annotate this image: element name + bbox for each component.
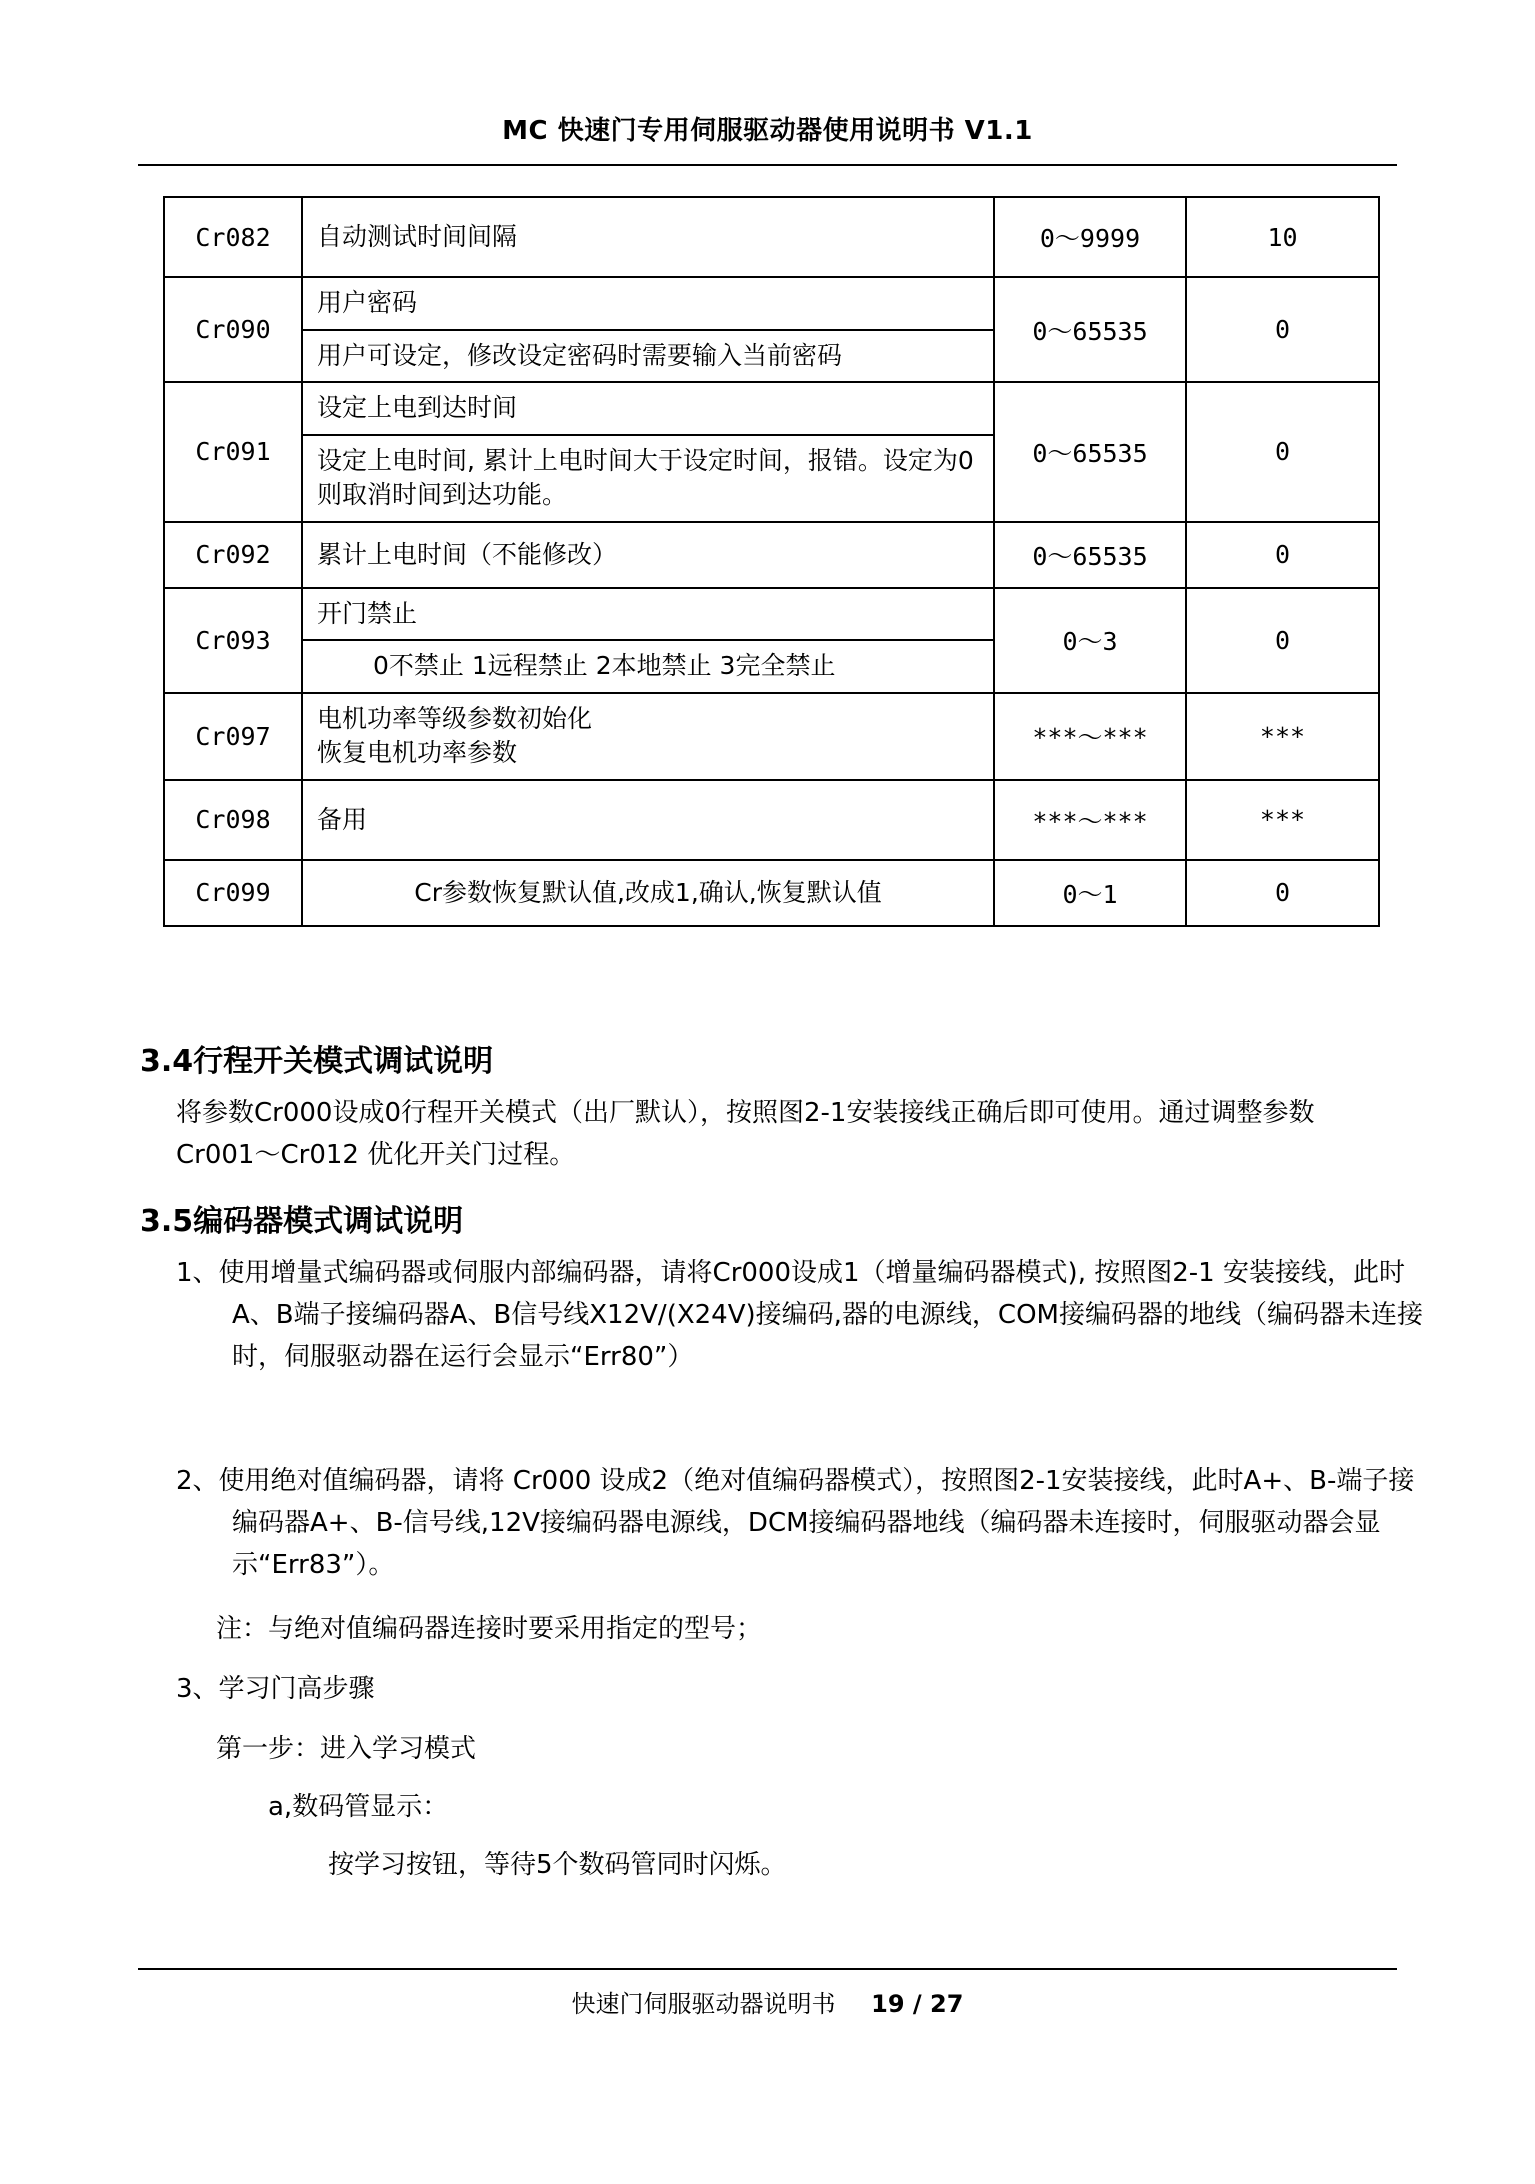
param-code: Cr099 xyxy=(164,860,302,926)
param-desc-line: 自动测试时间间隔 xyxy=(317,222,518,252)
page-header-title: MC 快速门专用伺服驱动器使用说明书 V1.1 xyxy=(502,116,1033,146)
table-row xyxy=(164,522,1379,588)
footer-label: 快速门伺服驱动器说明书 xyxy=(571,1990,836,2018)
section-3-4-paragraph: 将参数Cr000设成0行程开关模式（出厂默认），按照图2-1安装接线正确后即可使用。通过调整参数Cr001～Cr012 优化开关门过程。 xyxy=(176,1098,1315,1171)
param-range: 0～65535 xyxy=(994,522,1186,588)
param-range: 0～65535 xyxy=(994,382,1186,522)
section-3-5-note: 注：与绝对值编码器连接时要采用指定的型号； xyxy=(216,1614,763,1644)
param-desc-line: 累计上电时间（不能修改） xyxy=(317,539,618,569)
param-description xyxy=(302,382,994,522)
param-range: ***～*** xyxy=(994,780,1186,860)
table-row xyxy=(164,860,1379,926)
param-default: 0 xyxy=(1186,588,1379,693)
table-row xyxy=(164,693,1379,780)
section-3-5-item-2: 2、使用绝对值编码器，请将 Cr000 设成2（绝对值编码器模式），按照图2-1安装接线，此时A+、B-端子接编码器A+、B-信号线,12V接编码器电源线，DCM接编码器地线（编码器未连接时，伺服驱动器会显示“Err83”）。 xyxy=(176,1466,1415,1581)
param-default: *** xyxy=(1186,693,1379,780)
param-range: 0～1 xyxy=(994,860,1186,926)
param-default: 10 xyxy=(1186,197,1379,277)
param-code: Cr093 xyxy=(164,588,302,693)
table-row xyxy=(164,780,1379,860)
param-desc-line: 电机功率等级参数初始化 xyxy=(317,703,593,733)
param-range: ***～*** xyxy=(994,693,1186,780)
parameter-table-wrapper xyxy=(163,196,1370,927)
param-desc-line: 0不禁止 1远程禁止 2本地禁止 3完全禁止 xyxy=(373,651,836,680)
param-description xyxy=(302,277,994,382)
param-range: 0～3 xyxy=(994,588,1186,693)
param-default: 0 xyxy=(1186,277,1379,382)
param-description xyxy=(302,780,994,860)
param-desc-line: Cr参数恢复默认值,改成1,确认,恢复默认值 xyxy=(414,877,882,907)
section-3-5-item-1: 1、使用增量式编码器或伺服内部编码器，请将Cr000设成1（增量编码器模式), 按照图2-1 安装接线，此时A、B端子接编码器A、B信号线X12V/(X24V)接编码,器的电源线，COM接编码器的地线（编码器未连接时，伺服驱动器在运行会显示“Err80”） xyxy=(176,1258,1423,1373)
param-desc-line: 备用 xyxy=(317,804,368,834)
table-row xyxy=(164,382,1379,522)
param-code: Cr082 xyxy=(164,197,302,277)
param-desc-line: 开门禁止 xyxy=(303,589,993,642)
param-default: 0 xyxy=(1186,860,1379,926)
param-code: Cr090 xyxy=(164,277,302,382)
param-desc-line: 用户密码 xyxy=(303,278,993,331)
param-description xyxy=(302,588,994,693)
footer-divider xyxy=(138,1968,1397,1970)
param-desc-line: 设定上电到达时间 xyxy=(303,383,993,436)
page-footer xyxy=(140,1984,1395,2019)
table-row xyxy=(164,588,1379,693)
param-code: Cr097 xyxy=(164,693,302,780)
param-code: Cr098 xyxy=(164,780,302,860)
section-3-5-step-1a-detail: 按学习按钮，等待5个数码管同时闪烁。 xyxy=(328,1850,787,1880)
section-3-5-item-3: 3、学习门高步骤 xyxy=(176,1674,375,1704)
param-description xyxy=(302,693,994,780)
param-code: Cr092 xyxy=(164,522,302,588)
param-desc-line: 恢复电机功率参数 xyxy=(317,738,518,767)
param-description xyxy=(302,860,994,926)
header-divider xyxy=(138,164,1397,166)
param-desc-line: 用户可设定，修改设定密码时需要输入当前密码 xyxy=(317,340,843,370)
table-row xyxy=(164,197,1379,277)
section-title-3-5: 3.5编码器模式调试说明 xyxy=(140,1204,464,1239)
param-default: *** xyxy=(1186,780,1379,860)
section-3-5-step-1a: a,数码管显示： xyxy=(268,1792,449,1822)
param-range: 0～9999 xyxy=(994,197,1186,277)
param-default: 0 xyxy=(1186,382,1379,522)
param-description xyxy=(302,522,994,588)
table-row xyxy=(164,277,1379,382)
param-description xyxy=(302,197,994,277)
param-code: Cr091 xyxy=(164,382,302,522)
param-desc-line: 设定上电时间, 累计上电时间大于设定时间，报错。设定为0则取消时间到达功能。 xyxy=(317,445,974,509)
section-3-5-step-1: 第一步：进入学习模式 xyxy=(216,1734,477,1764)
parameter-table xyxy=(163,196,1380,927)
param-default: 0 xyxy=(1186,522,1379,588)
param-range: 0～65535 xyxy=(994,277,1186,382)
page-number: 19 / 27 xyxy=(871,1990,964,2018)
section-title-3-4: 3.4行程开关模式调试说明 xyxy=(140,1044,494,1079)
